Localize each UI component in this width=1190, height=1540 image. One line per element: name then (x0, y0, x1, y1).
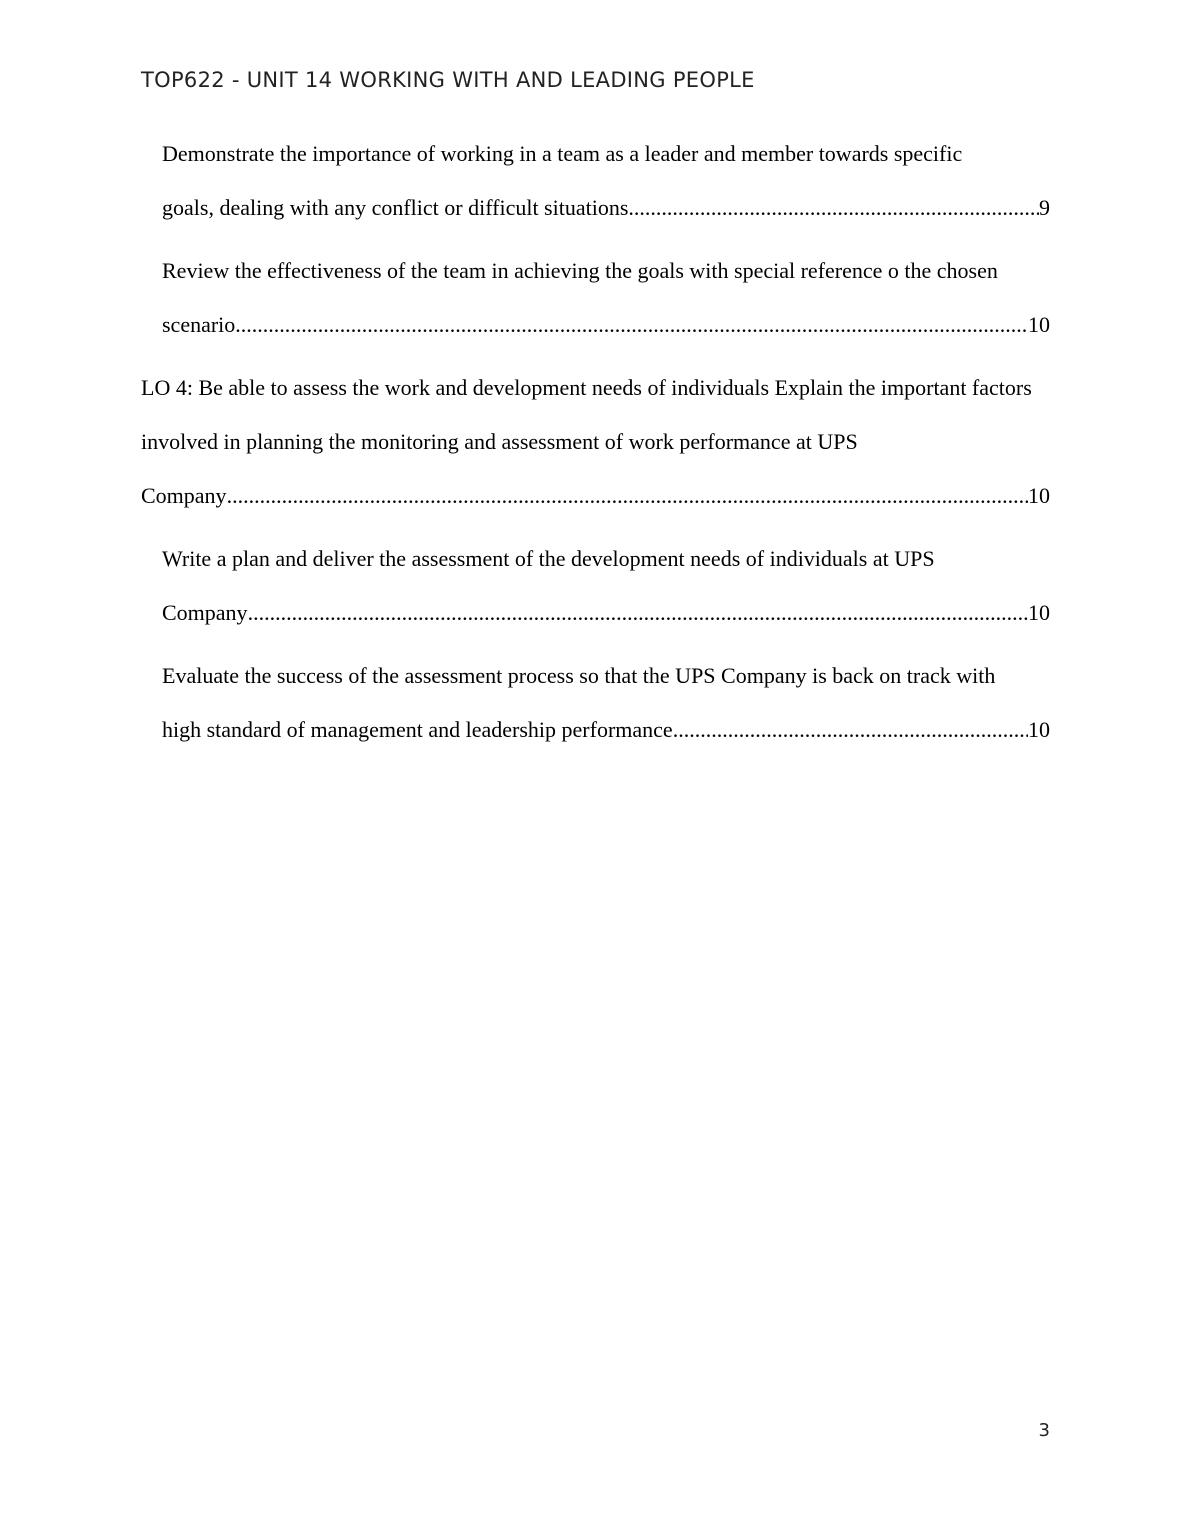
toc-entry-text: Demonstrate the importance of working in a team as a leader and member towards specific (162, 141, 963, 166)
table-of-contents (141, 127, 1050, 766)
toc-page-number: 10 (1028, 600, 1050, 625)
toc-page-number: 9 (1039, 195, 1050, 220)
toc-entry-last-line (162, 703, 1050, 757)
dot-leader (628, 181, 1039, 235)
toc-entry[interactable] (141, 127, 1050, 235)
toc-page-number: 10 (1028, 717, 1050, 742)
toc-entry[interactable] (141, 532, 1050, 640)
dot-leader (235, 298, 1028, 352)
toc-entry[interactable] (141, 649, 1050, 757)
dot-leader (248, 586, 1028, 640)
toc-entry-last-line (141, 469, 1050, 523)
toc-page-number: 10 (1028, 483, 1050, 508)
toc-entry-last-line (162, 298, 1050, 352)
toc-entry[interactable] (141, 244, 1050, 352)
toc-entry-text-end: scenario (162, 312, 236, 337)
toc-entry-text-end: high standard of management and leadership performance (162, 717, 673, 742)
toc-entry-last-line (162, 181, 1050, 235)
document-header: TOP622 - UNIT 14 WORKING WITH AND LEADING PEOPLE (141, 68, 755, 92)
toc-entry-text-end: Company (162, 600, 248, 625)
toc-entry-text-end: goals, dealing with any conflict or difficult situations (162, 195, 629, 220)
toc-entry[interactable] (141, 361, 1050, 523)
toc-entry-text: Review the effectiveness of the team in achieving the goals with special reference o the chosen (162, 258, 998, 283)
toc-entry-text-end: Company (141, 483, 227, 508)
toc-entry-text: Evaluate the success of the assessment process so that the UPS Company is back on track with (162, 663, 996, 688)
dot-leader (227, 469, 1028, 523)
dot-leader (673, 703, 1028, 757)
page-number: 3 (1038, 1420, 1050, 1441)
toc-entry-text: Write a plan and deliver the assessment of the development needs of individuals at UPS (162, 546, 935, 571)
toc-entry-text: LO 4: Be able to assess the work and development needs of individuals Explain the important factors involved in planning the monitoring and assessment of work performance at UPS (141, 375, 1032, 454)
toc-page-number: 10 (1028, 312, 1050, 337)
toc-entry-last-line (162, 586, 1050, 640)
